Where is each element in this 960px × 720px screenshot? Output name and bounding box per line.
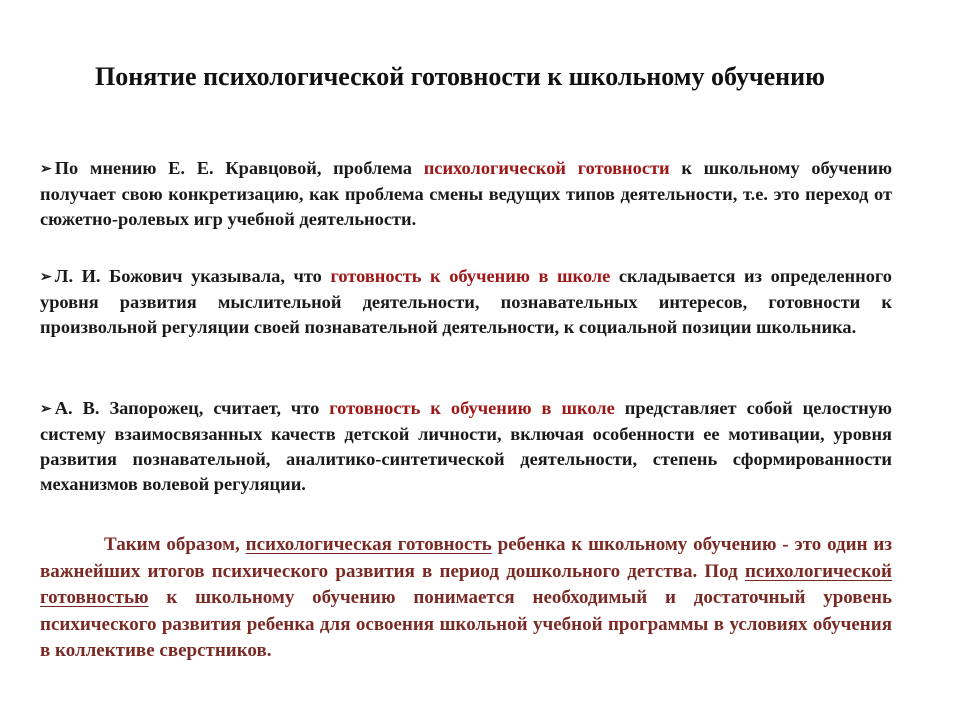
conclusion-part-3: к школьному обучению понимается необходимый и достаточный уровень психического развития ребенка для освоения школьной учебной программы в условиях обучения в коллективе сверстников. bbox=[40, 587, 892, 661]
bullet-text-after: к школьному обучению получает свою конкретизацию, как проблема смены ведущих типов деятельности, т.е. это переход от сюжетно-ролевых игр учебной деятельности. bbox=[40, 158, 892, 229]
conclusion-term-2: психологической готовностью bbox=[40, 560, 892, 608]
bullet-text-after: представляет собой целостную систему взаимосвязанных качеств детской личности, включая особенности ее мотивации, уровня развития познавательной, аналитико-синтетической деятельности, степень сформированности механизмов волевой регуляции. bbox=[40, 398, 892, 494]
bullet-zaporozhets bbox=[40, 396, 892, 497]
conclusion-paragraph bbox=[40, 532, 892, 665]
arrow-bullet-icon: ➢ bbox=[40, 270, 52, 285]
bullet-highlight: готовность к обучению в школе bbox=[329, 398, 615, 418]
bullet-text-before: А. В. Запорожец, считает, что bbox=[54, 398, 330, 418]
bullet-text-after: складывается из определенного уровня развития мыслительной деятельности, познавательных интересов, готовности к произвольной регуляции своей познавательной деятельности, к социальной позиции школьника. bbox=[40, 266, 892, 337]
conclusion-part-2: ребенка к школьному обучению - это один из важнейших итогов психического развития в период дошкольного детства. Под bbox=[40, 534, 892, 582]
arrow-bullet-icon: ➢ bbox=[40, 162, 52, 177]
conclusion-term-1: психологическая готовность bbox=[245, 534, 492, 555]
bullet-highlight: готовность к обучению в школе bbox=[330, 266, 611, 286]
bullet-bozhovich bbox=[40, 264, 892, 340]
bullet-kravtsova bbox=[40, 156, 892, 232]
bullet-highlight: психологической готовности bbox=[423, 158, 670, 178]
bullet-text-before: Л. И. Божович указывала, что bbox=[54, 266, 331, 286]
conclusion-part-1: Таким образом, bbox=[104, 534, 246, 555]
arrow-bullet-icon: ➢ bbox=[40, 402, 52, 417]
slide-title: Понятие психологической готовности к школьному обучению bbox=[95, 62, 825, 91]
bullet-text-before: По мнению Е. Е. Кравцовой, проблема bbox=[54, 158, 424, 178]
